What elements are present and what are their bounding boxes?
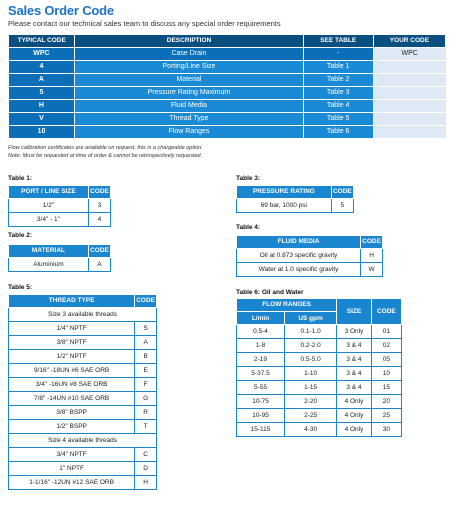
thread-code: C [135,448,157,462]
table5-header-thread: THREAD TYPE [9,295,135,308]
table3-code: 5 [331,199,353,213]
table4-label: Table 4: [236,224,261,231]
table4-media: Oil at 0.873 specific gravity [237,249,361,263]
your-code-cell[interactable] [373,126,445,139]
see-table-cell: Table 5 [303,113,373,126]
table-row [237,381,402,395]
table-row [9,322,157,336]
note-calibration: Flow calibration certificates are available on request, this is a chargeable option. [8,145,203,151]
description-cell: Fluid Media [75,100,303,113]
table-row [9,336,157,350]
page-title: Sales Order Code [8,3,114,18]
note-request: Note: Must be requested at time of order & cannot be retrospectively requested. [8,153,203,159]
table1-label: Table 1: [8,175,33,182]
table3-header-code: CODE [331,186,353,199]
your-code-cell[interactable] [373,113,445,126]
thread-type: 1-1/16" -12UN #12 SAE ORB [9,476,135,490]
flow-code: 01 [371,325,401,339]
flow-lmin: 15-115 [237,423,285,437]
notes [8,144,203,160]
table6-header-code: CODE [371,299,401,325]
thread-type: 1/2" BSPP [9,420,135,434]
your-code-cell[interactable]: WPC [373,48,445,61]
typical-code-cell: V [9,113,75,126]
table-row [9,420,157,434]
typical-code-cell: 4 [9,61,75,74]
thread-code: R [135,406,157,420]
table6-header-flow: FLOW RANGES [237,299,337,312]
table-row [237,199,354,213]
table6-header-size: SIZE [337,299,371,325]
thread-code: B [135,350,157,364]
thread-type: 3/4" NPTF [9,448,135,462]
size: 4 Only [337,423,371,437]
thread-type: 3/8" NPTF [9,336,135,350]
see-table-cell: - [303,48,373,61]
see-table-cell: Table 2 [303,74,373,87]
table-row [9,74,446,87]
size: 4 Only [337,395,371,409]
table-row [9,61,446,74]
flow-lmin: 5-55 [237,381,285,395]
your-code-cell[interactable] [373,61,445,74]
table-row [9,199,111,213]
thread-code: D [135,462,157,476]
table-row [9,258,111,272]
flow-lmin: 1-8 [237,339,285,353]
size: 3 Only [337,325,371,339]
col-your-code: YOUR CODE [373,35,445,48]
description-cell: Pressure Rating Maximum [75,87,303,100]
table1-code: 4 [88,213,110,227]
table2-material: Aluminium [9,258,89,272]
table-row [9,87,446,100]
see-table-cell: Table 1 [303,61,373,74]
description-cell: Thread Type [75,113,303,126]
table1-header-size: PORT / LINE SIZE [9,186,89,199]
table2-label: Table 2: [8,232,33,239]
table-row [9,476,157,490]
table5-header-code: CODE [135,295,157,308]
flow-lmin: 5-37.5 [237,367,285,381]
table3-pressure: 69 bar, 1000 psi [237,199,332,213]
table-row [9,392,157,406]
your-code-cell[interactable] [373,74,445,87]
table6 [236,298,402,437]
table1-code: 3 [88,199,110,213]
table1-size: 3/4" - 1" [9,213,89,227]
table6-label: Table 6: Oil and Water [236,289,304,296]
flow-usgpm: 0.1-1.0 [285,325,337,339]
table-row [9,213,111,227]
typical-code-cell: H [9,100,75,113]
table-row [9,448,157,462]
flow-usgpm: 0.2-2.0 [285,339,337,353]
order-code-table [8,34,446,139]
table1-size: 1/2" [9,199,89,213]
flow-code: 20 [371,395,401,409]
col-description: DESCRIPTION [75,35,303,48]
thread-code: H [135,476,157,490]
flow-code: 10 [371,367,401,381]
table4-header-media: FLUID MEDIA [237,236,361,249]
table-row [9,406,157,420]
table6-header-lmin: L/min [237,312,285,325]
see-table-cell: Table 3 [303,87,373,100]
table4-code: H [361,249,383,263]
flow-code: 05 [371,353,401,367]
table4-header-code: CODE [361,236,383,249]
table-row [9,113,446,126]
thread-type: 1" NPTF [9,462,135,476]
see-table-cell: Table 6 [303,126,373,139]
table-row [9,126,446,139]
group-row [9,434,157,448]
table2-code: A [88,258,110,272]
thread-type: 9/16" -18UN #6 SAE ORB [9,364,135,378]
table4-media: Water at 1.0 specific gravity [237,263,361,277]
table5-label: Table 5: [8,284,33,291]
table3 [236,185,354,213]
thread-code: F [135,378,157,392]
table-row [237,263,383,277]
thread-type: 7/8" -14UN #10 SAE ORB [9,392,135,406]
flow-lmin: 10-95 [237,409,285,423]
table-row [237,325,402,339]
table-row [237,409,402,423]
table-row [237,367,402,381]
table-row [237,395,402,409]
thread-code: G [135,392,157,406]
thread-type: 3/8" BSPP [9,406,135,420]
table1-header-code: CODE [88,186,110,199]
col-typical-code: TYPICAL CODE [9,35,75,48]
flow-usgpm: 1-15 [285,381,337,395]
description-cell: Case Drain [75,48,303,61]
description-cell: Material [75,74,303,87]
table4-code: W [361,263,383,277]
table3-label: Table 3: [236,175,261,182]
flow-usgpm: 0.5-5.0 [285,353,337,367]
flow-code: 02 [371,339,401,353]
table-row [9,378,157,392]
table3-header-pressure: PRESSURE RATING [237,186,332,199]
typical-code-cell: A [9,74,75,87]
flow-lmin: 0.5-4 [237,325,285,339]
thread-group-label: Size 3 available threads [9,308,157,322]
flow-code: 30 [371,423,401,437]
thread-code: T [135,420,157,434]
table-row [9,350,157,364]
table5 [8,294,157,490]
thread-code: A [135,336,157,350]
size: 3 & 4 [337,367,371,381]
flow-lmin: 10-75 [237,395,285,409]
flow-usgpm: 2-25 [285,409,337,423]
thread-type: 1/2" NPTF [9,350,135,364]
thread-code: S [135,322,157,336]
flow-usgpm: 1-10 [285,367,337,381]
thread-type: 3/4" -16UN #8 SAE ORB [9,378,135,392]
flow-lmin: 2-19 [237,353,285,367]
flow-usgpm: 2-20 [285,395,337,409]
table-row [9,100,446,113]
table-row [237,353,402,367]
table-row [9,462,157,476]
table6-header-usgpm: US gpm [285,312,337,325]
flow-code: 25 [371,409,401,423]
thread-type: 1/4" NPTF [9,322,135,336]
your-code-cell[interactable] [373,100,445,113]
size: 4 Only [337,409,371,423]
flow-code: 15 [371,381,401,395]
typical-code-cell: WPC [9,48,75,61]
table2-header-code: CODE [88,245,110,258]
size: 3 & 4 [337,381,371,395]
thread-group-label: Size 4 available threads [9,434,157,448]
table-row [237,249,383,263]
col-see-table: SEE TABLE [303,35,373,48]
description-cell: Flow Ranges [75,126,303,139]
size: 3 & 4 [337,353,371,367]
table-row [9,48,446,61]
table-row [9,364,157,378]
typical-code-cell: 10 [9,126,75,139]
table-row [237,423,402,437]
group-row [9,308,157,322]
table-row [237,339,402,353]
table4 [236,235,383,277]
size: 3 & 4 [337,339,371,353]
table2-header-material: MATERIAL [9,245,89,258]
flow-usgpm: 4-30 [285,423,337,437]
intro-text: Please contact our technical sales team to discuss any special order requirements [8,19,281,28]
your-code-cell[interactable] [373,87,445,100]
table2 [8,244,111,272]
typical-code-cell: 5 [9,87,75,100]
see-table-cell: Table 4 [303,100,373,113]
thread-code: E [135,364,157,378]
table1 [8,185,111,227]
description-cell: Porting/Line Size [75,61,303,74]
